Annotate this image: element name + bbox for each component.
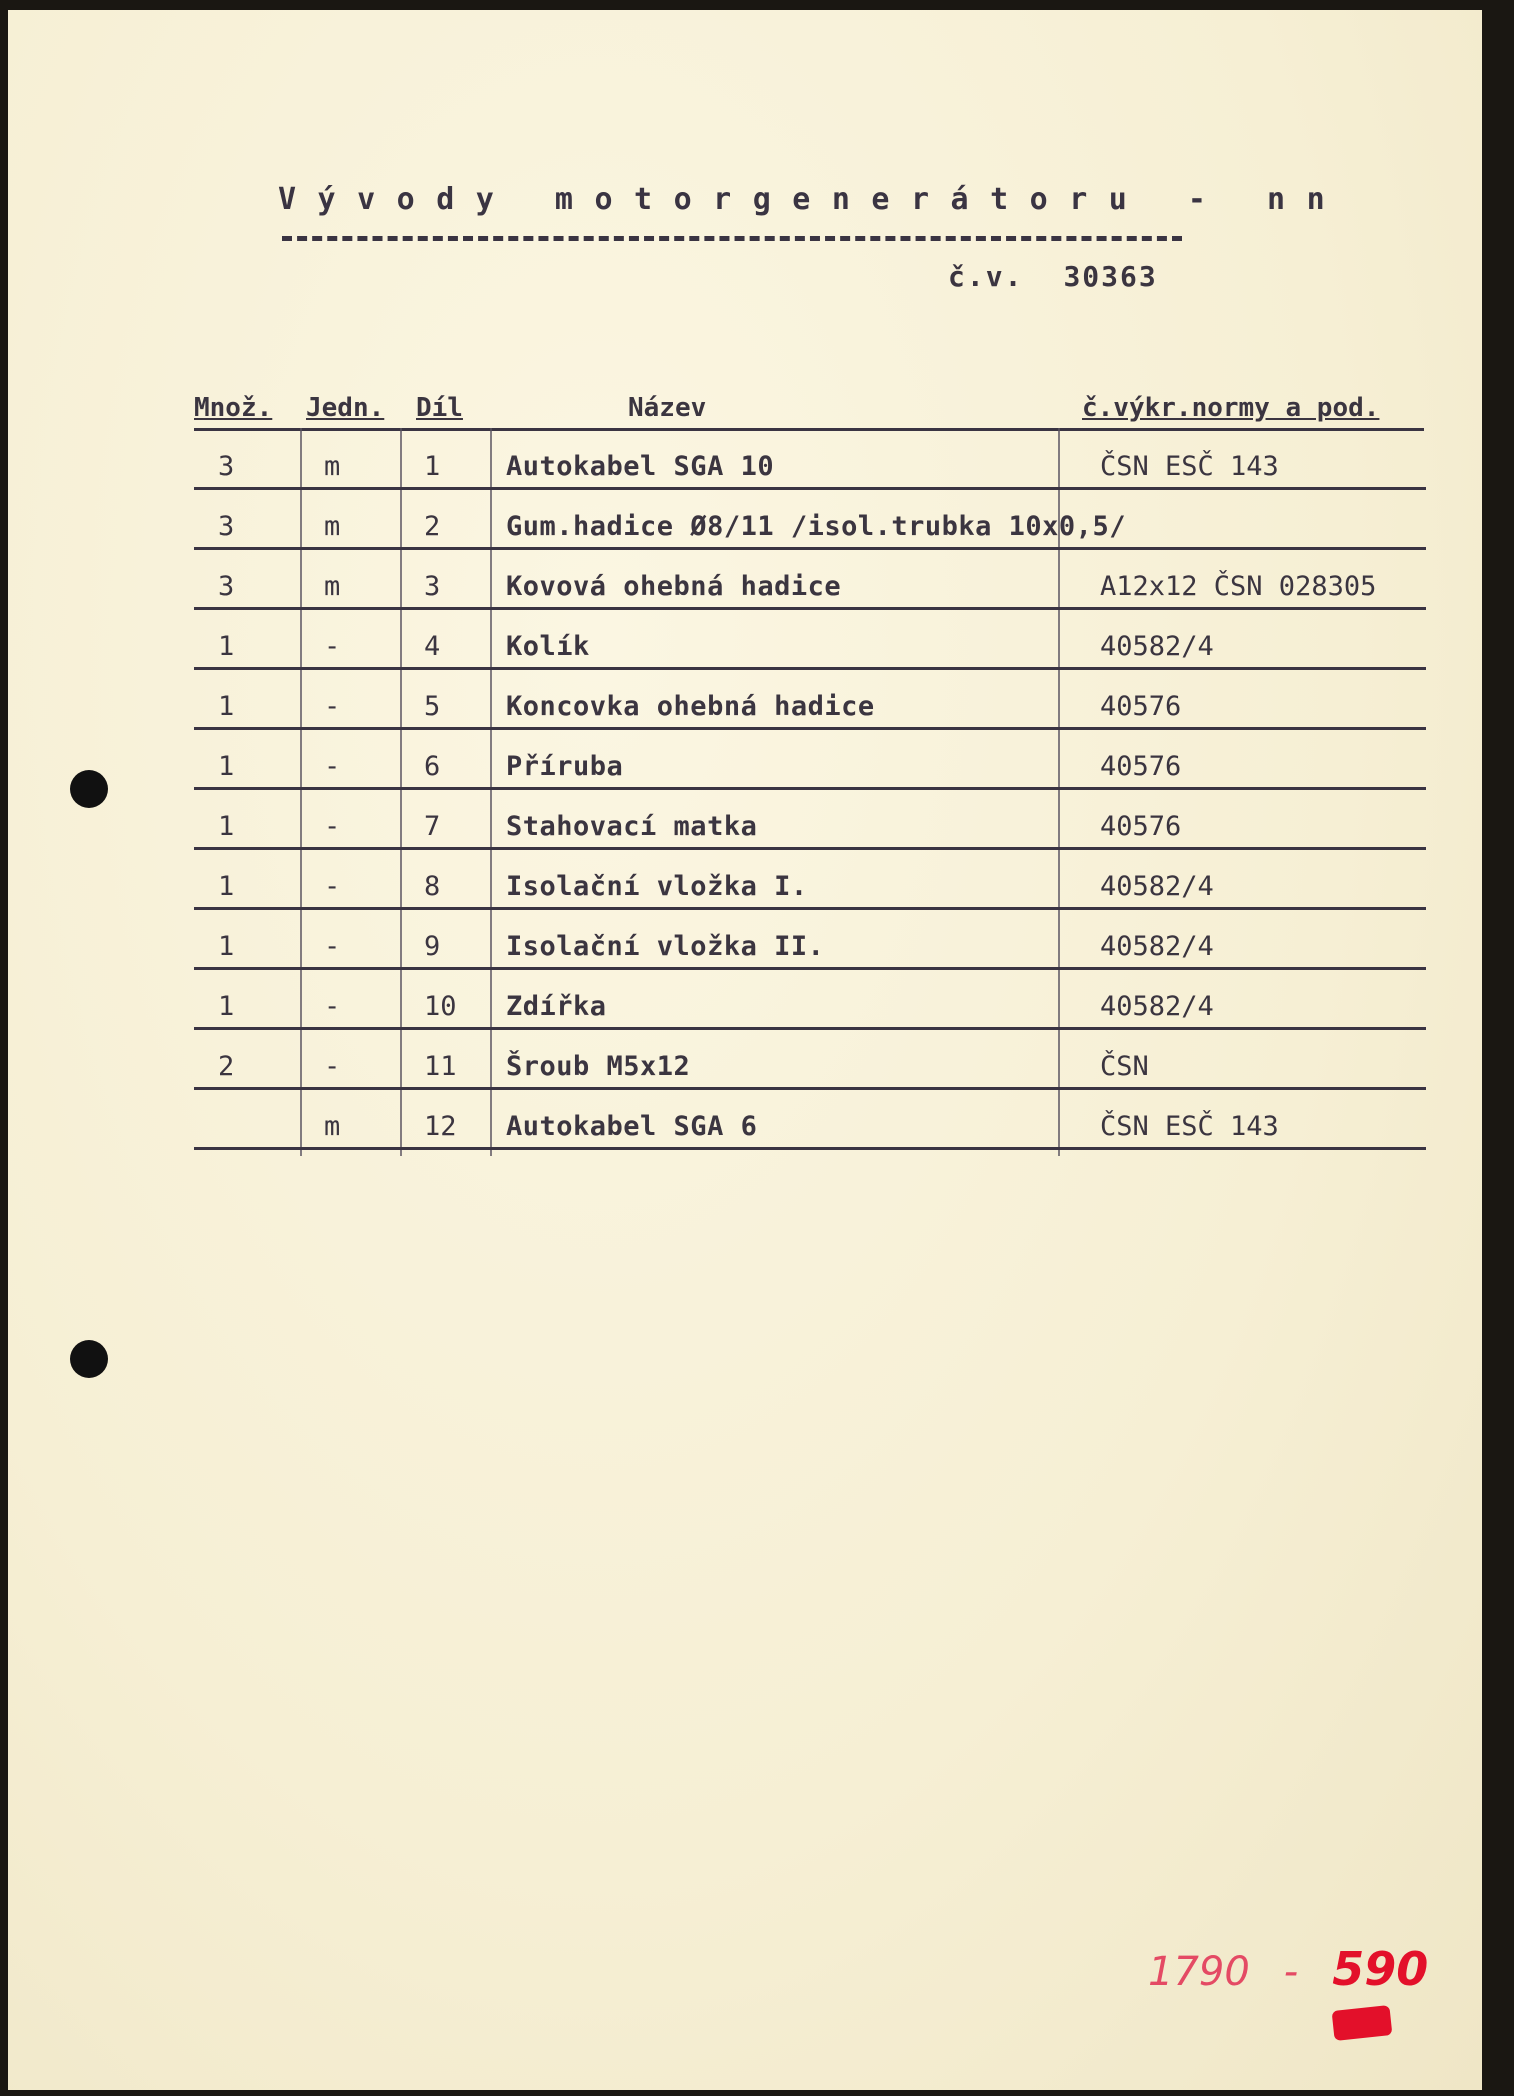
cell-qty: 1 xyxy=(218,811,235,842)
document-title: Vývody motorgenerátoru - nn xyxy=(278,182,1347,217)
cell-ref: 40576 xyxy=(1100,811,1182,842)
cell-part: 4 xyxy=(424,631,441,662)
cell-qty: 1 xyxy=(218,931,235,962)
cell-name: Stahovací matka xyxy=(506,811,758,842)
cell-ref: ČSN ESČ 143 xyxy=(1100,451,1279,482)
cell-part: 6 xyxy=(424,751,441,782)
table-row xyxy=(194,1090,1426,1150)
cell-part: 7 xyxy=(424,811,441,842)
cell-part: 8 xyxy=(424,871,441,902)
table-row xyxy=(194,670,1426,730)
cell-qty: 1 xyxy=(218,991,235,1022)
table-row xyxy=(194,1030,1426,1090)
red-mark xyxy=(1332,2005,1393,2041)
cell-name: Autokabel SGA 6 xyxy=(506,1111,758,1142)
cell-part: 10 xyxy=(424,991,457,1022)
table-row xyxy=(194,550,1426,610)
cell-ref: ČSN ESČ 143 xyxy=(1100,1111,1279,1142)
table-row xyxy=(194,910,1426,970)
cell-qty: 3 xyxy=(218,571,235,602)
cell-name: Gum.hadice Ø8/11 /isol.trubka 10x0,5/ xyxy=(506,511,1126,542)
cell-qty: 1 xyxy=(218,631,235,662)
drawing-number-value: 30363 xyxy=(1063,260,1158,293)
cell-unit: - xyxy=(324,631,341,662)
cell-name: Zdířka xyxy=(506,991,607,1022)
cell-ref: 40576 xyxy=(1100,691,1182,722)
cell-unit: - xyxy=(324,991,341,1022)
cell-ref: 40582/4 xyxy=(1100,991,1214,1022)
cell-unit: - xyxy=(324,811,341,842)
cell-part: 5 xyxy=(424,691,441,722)
cell-name: Kovová ohebná hadice xyxy=(506,571,842,602)
punch-hole xyxy=(70,1340,108,1378)
cell-qty: 1 xyxy=(218,691,235,722)
cell-unit: m xyxy=(324,451,341,482)
cell-qty: 2 xyxy=(218,1051,235,1082)
cell-part: 3 xyxy=(424,571,441,602)
cell-unit: - xyxy=(324,1051,341,1082)
cell-name: Autokabel SGA 10 xyxy=(506,451,775,482)
cell-qty: 1 xyxy=(218,751,235,782)
cell-qty: 3 xyxy=(218,511,235,542)
table-row xyxy=(194,490,1426,550)
table-row xyxy=(194,430,1426,490)
cell-name: Kolík xyxy=(506,631,590,662)
cell-name: Isolační vložka I. xyxy=(506,871,808,902)
cell-ref: 40582/4 xyxy=(1100,871,1214,902)
handwritten-dash: - xyxy=(1283,1949,1299,1995)
cell-name: Isolační vložka II. xyxy=(506,931,825,962)
cell-ref: 40582/4 xyxy=(1100,931,1214,962)
header-qty: Množ. xyxy=(194,393,273,423)
cell-ref: A12x12 ČSN 028305 xyxy=(1100,571,1377,602)
table-row xyxy=(194,790,1426,850)
cell-part: 12 xyxy=(424,1111,457,1142)
handwritten-number-right: 590 xyxy=(1332,1942,1429,1996)
title-underline xyxy=(282,236,1182,241)
cell-name: Koncovka ohebná hadice xyxy=(506,691,875,722)
table-row xyxy=(194,610,1426,670)
table-row xyxy=(194,850,1426,910)
cell-unit: m xyxy=(324,571,341,602)
header-name: Název xyxy=(628,393,707,423)
cell-unit: m xyxy=(324,1111,341,1142)
cell-unit: - xyxy=(324,871,341,902)
cell-unit: - xyxy=(324,751,341,782)
cell-unit: m xyxy=(324,511,341,542)
cell-part: 2 xyxy=(424,511,441,542)
drawing-number xyxy=(948,260,1158,293)
table-row xyxy=(194,970,1426,1030)
cell-unit: - xyxy=(324,931,341,962)
handwritten-number-left: 1790 xyxy=(1148,1949,1250,1995)
cell-part: 11 xyxy=(424,1051,457,1082)
cell-name: Šroub M5x12 xyxy=(506,1051,691,1082)
cell-part: 1 xyxy=(424,451,441,482)
cell-ref: 40576 xyxy=(1100,751,1182,782)
cell-unit: - xyxy=(324,691,341,722)
cell-qty: 1 xyxy=(218,871,235,902)
document-page xyxy=(8,10,1482,2090)
cell-qty: 3 xyxy=(218,451,235,482)
cell-ref: 40582/4 xyxy=(1100,631,1214,662)
table-row xyxy=(194,730,1426,790)
punch-hole xyxy=(70,770,108,808)
cell-ref: ČSN xyxy=(1100,1051,1149,1082)
header-part: Díl xyxy=(416,393,463,423)
cell-name: Příruba xyxy=(506,751,624,782)
handwritten-annotation xyxy=(1148,1942,1428,1996)
header-ref: č.výkr.normy a pod. xyxy=(1082,393,1380,423)
header-unit: Jedn. xyxy=(306,393,385,423)
row-rule xyxy=(194,1147,1426,1150)
cell-part: 9 xyxy=(424,931,441,962)
drawing-number-label: č.v. xyxy=(948,260,1024,293)
